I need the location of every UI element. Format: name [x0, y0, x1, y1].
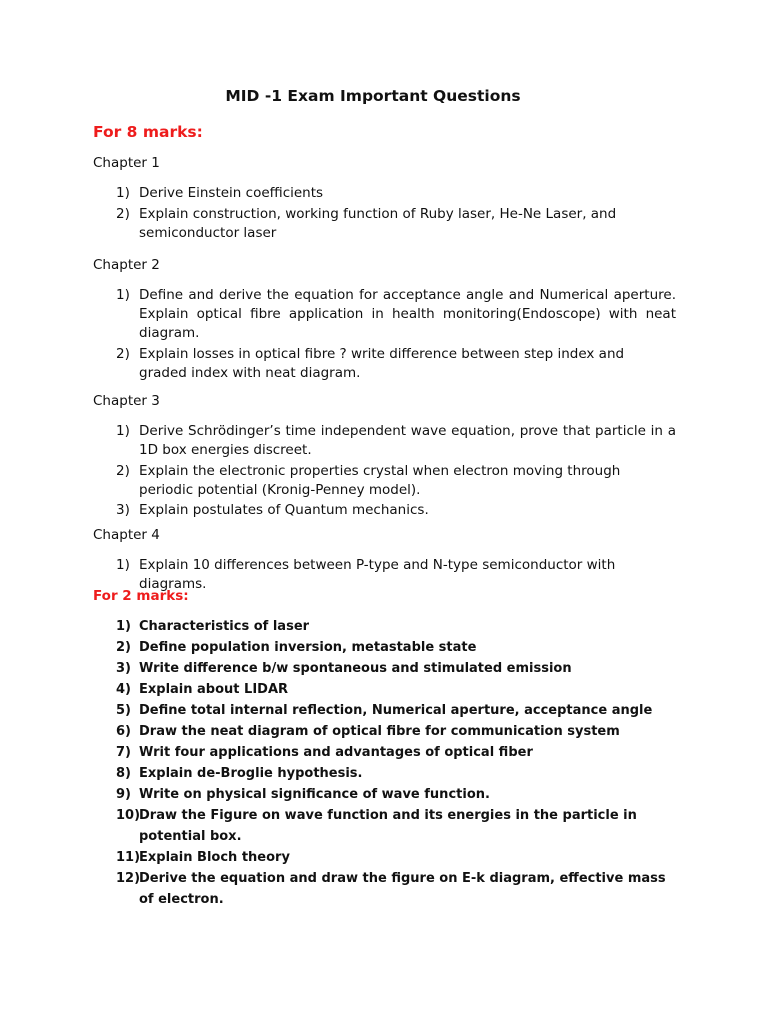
question-text: Define and derive the equation for acceptance angle and Numerical aperture. Explain optical fibre application in health monitoring(Endoscope) with neat diagram.	[139, 287, 676, 341]
question-text: Draw the Figure on wave function and its energies in the particle in potential box.	[139, 808, 637, 844]
chapter-4-questions	[116, 556, 676, 596]
question-text: Derive Einstein coefficients	[139, 185, 324, 201]
list-item	[116, 658, 676, 679]
question-text: Writ four applications and advantages of optical fiber	[139, 745, 533, 760]
question-number: 1)	[116, 185, 130, 201]
question-number: 1)	[116, 619, 131, 634]
question-number: 1)	[116, 557, 130, 573]
page-title: MID -1 Exam Important Questions	[225, 87, 521, 105]
list-item	[116, 556, 676, 594]
question-number: 2)	[116, 640, 131, 655]
question-number: 5)	[116, 703, 131, 718]
chapter-1-questions	[116, 184, 676, 244]
question-text: Define total internal reflection, Numerical aperture, acceptance angle	[139, 703, 653, 718]
list-item	[116, 616, 676, 637]
chapter-1-label: Chapter 1	[93, 155, 160, 171]
question-text: Explain Bloch theory	[139, 850, 290, 865]
question-number: 11)	[116, 850, 141, 865]
question-number: 8)	[116, 766, 131, 781]
list-item	[116, 637, 676, 658]
question-text: Draw the neat diagram of optical fibre for communication system	[139, 724, 620, 739]
list-item	[116, 763, 676, 784]
question-number: 6)	[116, 724, 131, 739]
question-number: 2)	[116, 345, 130, 362]
question-number: 3)	[116, 502, 130, 518]
question-text: Explain postulates of Quantum mechanics.	[139, 502, 429, 518]
chapter-3-label: Chapter 3	[93, 393, 160, 409]
question-text: Define population inversion, metastable state	[139, 640, 477, 655]
list-item	[116, 700, 676, 721]
question-text: Derive the equation and draw the figure on E-k diagram, effective mass of electron.	[139, 871, 666, 907]
list-item	[116, 784, 676, 805]
chapter-4-label: Chapter 4	[93, 527, 160, 543]
list-item	[116, 205, 676, 243]
question-number: 9)	[116, 787, 131, 802]
question-number: 3)	[116, 661, 131, 676]
list-item	[116, 462, 676, 500]
question-number: 1)	[116, 287, 130, 303]
list-item	[116, 286, 676, 343]
list-item	[116, 422, 676, 460]
list-item	[116, 742, 676, 763]
list-item	[116, 847, 676, 868]
question-number: 1)	[116, 423, 130, 439]
question-text: Write on physical significance of wave function.	[139, 787, 490, 802]
question-number: 10)	[116, 808, 141, 823]
question-text: Explain construction, working function of Ruby laser, He-Ne Laser, and semiconductor laser	[139, 205, 617, 241]
list-item	[116, 679, 676, 700]
section-heading-8-marks: For 8 marks:	[93, 123, 203, 141]
question-text: Explain the electronic properties crystal when electron moving through periodic potential (Kronig-Penney model).	[139, 462, 621, 498]
list-item	[116, 345, 676, 383]
question-number: 2)	[116, 205, 130, 222]
question-text: Characteristics of laser	[139, 619, 310, 634]
chapter-3-questions	[116, 422, 676, 522]
question-text: Write difference b/w spontaneous and stimulated emission	[139, 661, 572, 676]
question-text: Derive Schrödinger’s time independent wave equation, prove that particle in a 1D box energies discreet.	[139, 423, 676, 458]
question-text: Explain about LIDAR	[139, 682, 289, 697]
question-number: 4)	[116, 682, 131, 697]
list-item	[116, 868, 676, 910]
question-text: Explain de-Broglie hypothesis.	[139, 766, 363, 781]
list-item	[116, 805, 676, 847]
question-number: 7)	[116, 745, 131, 760]
question-number: 12)	[116, 871, 141, 886]
list-item	[116, 721, 676, 742]
list-item	[116, 501, 676, 520]
chapter-2-label: Chapter 2	[93, 257, 160, 273]
chapter-2-questions	[116, 286, 676, 384]
section-heading-2-marks: For 2 marks:	[93, 588, 189, 604]
question-text: Explain losses in optical fibre ? write difference between step index and graded index with neat diagram.	[139, 345, 625, 381]
question-number: 2)	[116, 462, 130, 479]
question-text: Explain 10 differences between P-type and N-type semiconductor with diagrams.	[139, 557, 616, 592]
two-mark-questions	[116, 616, 676, 910]
list-item	[116, 184, 676, 203]
